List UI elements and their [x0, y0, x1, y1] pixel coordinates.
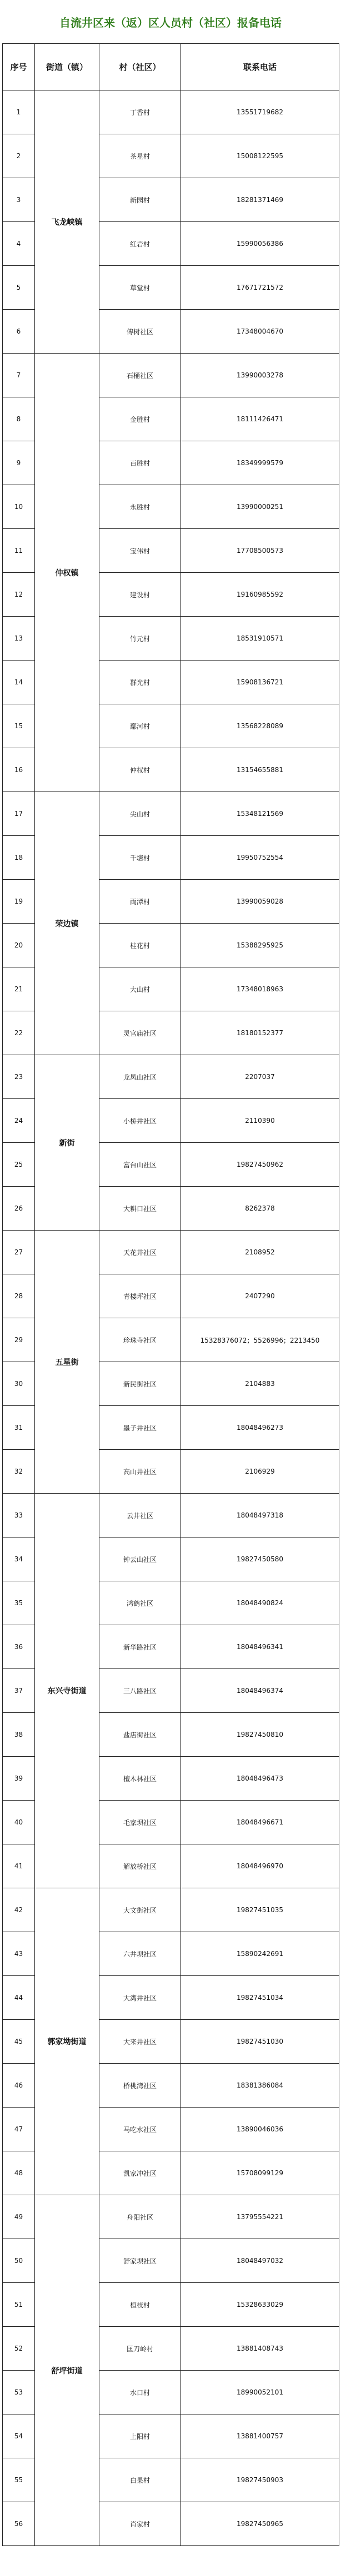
village-name: 珍珠寺社区: [99, 1318, 181, 1362]
row-index: 52: [3, 2327, 35, 2371]
row-index: 32: [3, 1450, 35, 1494]
phone-number: 19827450903: [181, 2458, 339, 2502]
phone-number: 19827451030: [181, 2020, 339, 2064]
phone-number: 19827450810: [181, 1713, 339, 1757]
row-index: 16: [3, 748, 35, 792]
phone-number: 17348004670: [181, 310, 339, 354]
header-row: [3, 44, 339, 90]
row-index: 22: [3, 1011, 35, 1055]
village-name: 白果村: [99, 2458, 181, 2502]
row-index: 55: [3, 2458, 35, 2502]
village-name: 水口村: [99, 2371, 181, 2414]
phone-number: 15008122595: [181, 134, 339, 178]
row-index: 49: [3, 2195, 35, 2239]
row-index: 17: [3, 792, 35, 836]
village-name: 宝伟村: [99, 529, 181, 573]
row-index: 5: [3, 266, 35, 310]
row-index: 6: [3, 310, 35, 354]
phone-number: 15328376072；5526996；2213450: [181, 1318, 339, 1362]
village-name: 红岩村: [99, 222, 181, 266]
village-name: 钟云山社区: [99, 1537, 181, 1581]
phone-number: 15890242691: [181, 1932, 339, 1976]
header-village: 村（社区）: [99, 44, 181, 90]
phone-number: 2108952: [181, 1231, 339, 1274]
phone-number: 18048497318: [181, 1494, 339, 1537]
phone-number: 13890046036: [181, 2108, 339, 2151]
street-name: 郭家坳街道: [35, 1888, 99, 2195]
village-name: 肖家村: [99, 2502, 181, 2546]
row-index: 2: [3, 134, 35, 178]
village-name: 新园村: [99, 178, 181, 222]
phone-number: 2207037: [181, 1055, 339, 1099]
row-index: 21: [3, 967, 35, 1011]
village-name: 石桶社区: [99, 354, 181, 397]
row-index: 30: [3, 1362, 35, 1406]
row-index: 13: [3, 617, 35, 661]
phone-number: 19827451034: [181, 1976, 339, 2020]
village-name: 傅树社区: [99, 310, 181, 354]
village-name: 桥桃湾社区: [99, 2064, 181, 2108]
phone-number: 15388295925: [181, 924, 339, 967]
row-index: 46: [3, 2064, 35, 2108]
village-name: 毛家坝社区: [99, 1801, 181, 1844]
phone-number: 13990000251: [181, 485, 339, 529]
row-index: 14: [3, 661, 35, 704]
table-row: [3, 354, 339, 397]
village-name: 凯家冲社区: [99, 2151, 181, 2195]
village-name: 龙凤山社区: [99, 1055, 181, 1099]
table-body: [3, 90, 339, 2546]
village-name: 匡刀岭村: [99, 2327, 181, 2371]
row-index: 42: [3, 1888, 35, 1932]
village-name: 云井社区: [99, 1494, 181, 1537]
phone-number: 2407290: [181, 1274, 339, 1318]
village-name: 富台山社区: [99, 1143, 181, 1187]
phone-number: 17671721572: [181, 266, 339, 310]
row-index: 26: [3, 1187, 35, 1231]
village-name: 鄢河村: [99, 704, 181, 748]
village-name: 大山村: [99, 967, 181, 1011]
village-name: 茶星村: [99, 134, 181, 178]
row-index: 20: [3, 924, 35, 967]
village-name: 大来井社区: [99, 2020, 181, 2064]
phone-number: 18531910571: [181, 617, 339, 661]
village-name: 両潭村: [99, 880, 181, 924]
row-index: 45: [3, 2020, 35, 2064]
phone-number: 18048496341: [181, 1625, 339, 1669]
phone-number: 19160985592: [181, 573, 339, 617]
phone-number: 15908136721: [181, 661, 339, 704]
phone-number: 2104883: [181, 1362, 339, 1406]
phone-number: 13990059028: [181, 880, 339, 924]
row-index: 7: [3, 354, 35, 397]
street-name: 飞龙峡镇: [35, 90, 99, 354]
phone-number: 18048496970: [181, 1844, 339, 1888]
row-index: 18: [3, 836, 35, 880]
village-name: 灵官庙社区: [99, 1011, 181, 1055]
village-name: 解放桥社区: [99, 1844, 181, 1888]
village-name: 丁香村: [99, 90, 181, 134]
village-name: 舟阳社区: [99, 2195, 181, 2239]
row-index: 10: [3, 485, 35, 529]
village-name: 草堂村: [99, 266, 181, 310]
village-name: 六井坝社区: [99, 1932, 181, 1976]
village-name: 高山井社区: [99, 1450, 181, 1494]
row-index: 4: [3, 222, 35, 266]
village-name: 大文街社区: [99, 1888, 181, 1932]
phone-number: 18048496273: [181, 1406, 339, 1450]
street-name: 舒坪街道: [35, 2195, 99, 2546]
village-name: 尖山村: [99, 792, 181, 836]
row-index: 37: [3, 1669, 35, 1713]
phone-number: 15708099129: [181, 2151, 339, 2195]
row-index: 8: [3, 397, 35, 441]
row-index: 12: [3, 573, 35, 617]
row-index: 31: [3, 1406, 35, 1450]
phone-number: 18048496374: [181, 1669, 339, 1713]
row-index: 41: [3, 1844, 35, 1888]
village-name: 小桥井社区: [99, 1099, 181, 1143]
row-index: 48: [3, 2151, 35, 2195]
village-name: 天花井社区: [99, 1231, 181, 1274]
contact-table: [2, 43, 339, 2546]
phone-number: 18381386084: [181, 2064, 339, 2108]
phone-number: 18111426471: [181, 397, 339, 441]
village-name: 金胜村: [99, 397, 181, 441]
village-name: 舒家坝社区: [99, 2239, 181, 2283]
village-name: 鸿鹤社区: [99, 1581, 181, 1625]
row-index: 29: [3, 1318, 35, 1362]
phone-number: 19827450580: [181, 1537, 339, 1581]
village-name: 百胜村: [99, 441, 181, 485]
street-name: 荣边镇: [35, 792, 99, 1055]
phone-number: 2106929: [181, 1450, 339, 1494]
row-index: 53: [3, 2371, 35, 2414]
table-row: [3, 1055, 339, 1099]
phone-number: 13568228089: [181, 704, 339, 748]
phone-number: 18048490824: [181, 1581, 339, 1625]
village-name: 竹元村: [99, 617, 181, 661]
page-title: 自流井区来（返）区人员村（社区）报备电话: [59, 16, 282, 29]
phone-number: 19950752554: [181, 836, 339, 880]
village-name: 永胜村: [99, 485, 181, 529]
village-name: 千塘村: [99, 836, 181, 880]
street-name: 五星街: [35, 1231, 99, 1494]
phone-number: 15348121569: [181, 792, 339, 836]
row-index: 56: [3, 2502, 35, 2546]
table-row: [3, 1888, 339, 1932]
table-row: [3, 90, 339, 134]
village-name: 马吃水社区: [99, 2108, 181, 2151]
phone-number: 2110390: [181, 1099, 339, 1143]
village-name: 上阳村: [99, 2414, 181, 2458]
row-index: 51: [3, 2283, 35, 2327]
phone-number: 18990052101: [181, 2371, 339, 2414]
row-index: 34: [3, 1537, 35, 1581]
street-name: 仲权镇: [35, 354, 99, 792]
phone-number: 18180152377: [181, 1011, 339, 1055]
header-index: 序号: [3, 44, 35, 90]
phone-number: 13881408743: [181, 2327, 339, 2371]
village-name: 盐店街社区: [99, 1713, 181, 1757]
village-name: 新民街社区: [99, 1362, 181, 1406]
row-index: 54: [3, 2414, 35, 2458]
village-name: 仲权村: [99, 748, 181, 792]
row-index: 35: [3, 1581, 35, 1625]
village-name: 三八路社区: [99, 1669, 181, 1713]
table-row: [3, 1494, 339, 1537]
row-index: 3: [3, 178, 35, 222]
phone-number: 19827451035: [181, 1888, 339, 1932]
row-index: 27: [3, 1231, 35, 1274]
phone-number: 18349999579: [181, 441, 339, 485]
row-index: 39: [3, 1757, 35, 1801]
village-name: 群光村: [99, 661, 181, 704]
village-name: 新华路社区: [99, 1625, 181, 1669]
row-index: 44: [3, 1976, 35, 2020]
table-row: [3, 2195, 339, 2239]
phone-number: 13795554221: [181, 2195, 339, 2239]
row-index: 43: [3, 1932, 35, 1976]
row-index: 11: [3, 529, 35, 573]
village-name: 大湾井社区: [99, 1976, 181, 2020]
row-index: 15: [3, 704, 35, 748]
phone-number: 19827450965: [181, 2502, 339, 2546]
village-name: 大耕口社区: [99, 1187, 181, 1231]
phone-number: 13881400757: [181, 2414, 339, 2458]
phone-number: 18048496473: [181, 1757, 339, 1801]
table-row: [3, 1231, 339, 1274]
village-name: 桂花村: [99, 924, 181, 967]
phone-number: 18048496671: [181, 1801, 339, 1844]
phone-number: 13990003278: [181, 354, 339, 397]
village-name: 墨子井社区: [99, 1406, 181, 1450]
phone-number: 19827450962: [181, 1143, 339, 1187]
phone-number: 8262378: [181, 1187, 339, 1231]
street-name: 新街: [35, 1055, 99, 1231]
village-name: 建设村: [99, 573, 181, 617]
row-index: 9: [3, 441, 35, 485]
village-name: 桓枝村: [99, 2283, 181, 2327]
phone-number: 17348018963: [181, 967, 339, 1011]
row-index: 24: [3, 1099, 35, 1143]
row-index: 19: [3, 880, 35, 924]
village-name: 青楼坪社区: [99, 1274, 181, 1318]
table-row: [3, 792, 339, 836]
row-index: 25: [3, 1143, 35, 1187]
phone-number: 18048497032: [181, 2239, 339, 2283]
phone-number: 15328633029: [181, 2283, 339, 2327]
row-index: 38: [3, 1713, 35, 1757]
row-index: 36: [3, 1625, 35, 1669]
phone-number: 13154655881: [181, 748, 339, 792]
row-index: 50: [3, 2239, 35, 2283]
phone-number: 17708500573: [181, 529, 339, 573]
row-index: 23: [3, 1055, 35, 1099]
village-name: 檀木林社区: [99, 1757, 181, 1801]
header-phone: 联系电话: [181, 44, 339, 90]
row-index: 40: [3, 1801, 35, 1844]
row-index: 33: [3, 1494, 35, 1537]
row-index: 1: [3, 90, 35, 134]
phone-number: 13551719682: [181, 90, 339, 134]
phone-number: 18281371469: [181, 178, 339, 222]
street-name: 东兴寺街道: [35, 1494, 99, 1888]
header-street: 街道（镇）: [35, 44, 99, 90]
row-index: 28: [3, 1274, 35, 1318]
row-index: 47: [3, 2108, 35, 2151]
phone-number: 15990056386: [181, 222, 339, 266]
